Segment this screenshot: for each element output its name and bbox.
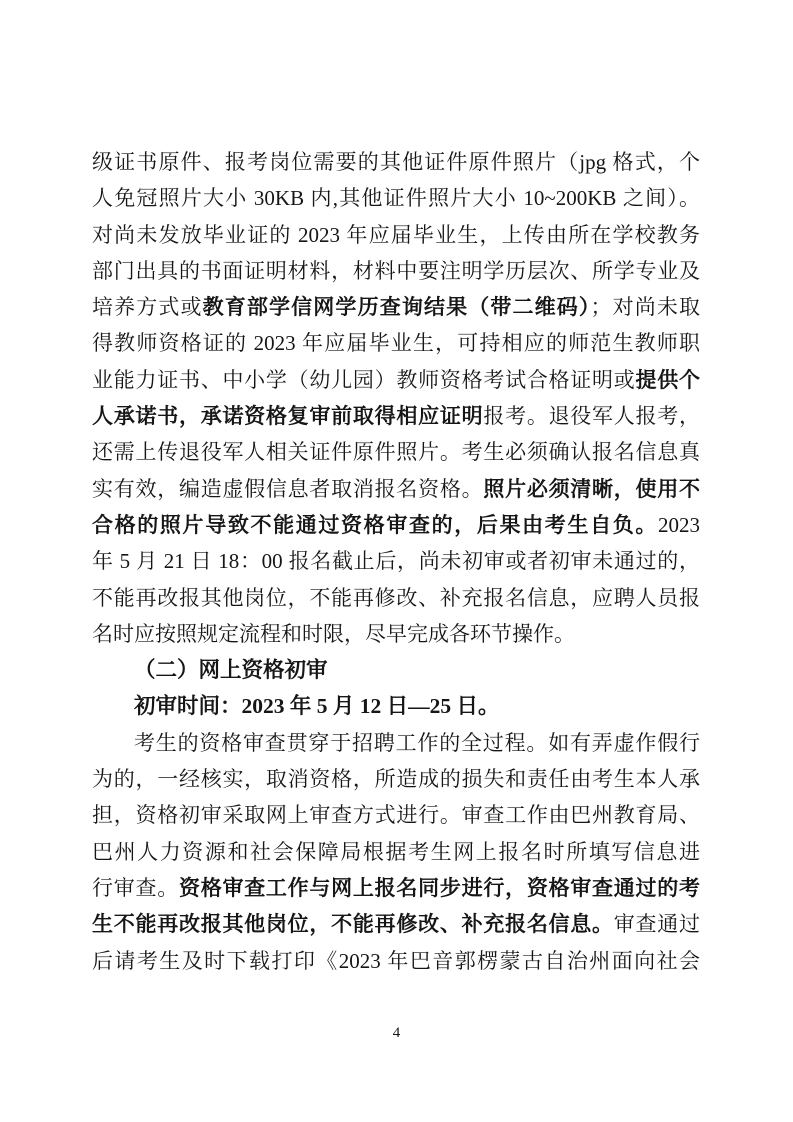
page-number: 4 xyxy=(392,1025,401,1041)
text-segment: 实有效，编造虚假信息者取消报名资格。 xyxy=(92,476,484,501)
text-segment: 部门出具的书面证明材料，材料中要注明学历层次、所学专业及 xyxy=(92,258,700,283)
text-line xyxy=(92,761,700,797)
text-line xyxy=(92,217,700,253)
text-line xyxy=(92,870,700,906)
bold-text-segment: 生不能再改报其他岗位，不能再修改、补充报名信息。 xyxy=(92,912,614,937)
text-segment: 得教师资格证的 2023 年应届毕业生，可持相应的师范生教师职 xyxy=(92,331,700,356)
review-time-line xyxy=(92,688,700,724)
section-heading xyxy=(92,652,700,688)
text-line xyxy=(92,834,700,870)
text-segment: 人免冠照片大小 30KB 内,其他证件照片大小 10~200KB 之间）。 xyxy=(92,186,700,211)
text-line xyxy=(92,543,700,579)
heading-text: （二）网上资格初审 xyxy=(134,658,328,683)
text-line xyxy=(92,362,700,398)
text-line xyxy=(92,471,700,507)
text-segment: 为的，一经核实，取消资格，所造成的损失和责任由考生本人承 xyxy=(92,767,700,792)
text-segment: 对尚未发放毕业证的 2023 年应届毕业生，上传由所在学校教务 xyxy=(92,222,700,247)
text-line xyxy=(92,325,700,361)
text-line xyxy=(92,906,700,942)
text-line xyxy=(92,144,700,180)
text-segment: 培养方式或 xyxy=(92,295,203,320)
text-segment: 年 5 月 21 日 18：00 报名截止后，尚未初审或者初审未通过的， xyxy=(92,549,700,574)
document-body xyxy=(92,144,700,979)
text-segment: 业能力证书、中小学（幼儿园）教师资格考试合格证明或 xyxy=(92,367,636,392)
text-segment: 后请考生及时下载打印《2023 年巴音郭楞蒙古自治州面向社会 xyxy=(92,948,700,973)
text-line xyxy=(92,289,700,325)
text-segment: 报考。退役军人报考， xyxy=(483,404,701,429)
text-line xyxy=(92,507,700,543)
text-line xyxy=(92,398,700,434)
text-line xyxy=(92,797,700,833)
text-line xyxy=(92,253,700,289)
bold-text-segment: 资格审查工作与网上报名同步进行，资格审查通过的考 xyxy=(178,875,701,900)
text-segment: 级证书原件、报考岗位需要的其他证件原件照片（jpg 格式，个 xyxy=(92,150,700,174)
text-segment: 不能再改报其他岗位，不能再修改、补充报名信息，应聘人员报 xyxy=(92,585,700,610)
text-line xyxy=(92,180,700,216)
text-segment: 巴州人力资源和社会保障局根据考生网上报名时所填写信息进 xyxy=(92,839,700,864)
text-segment: ；对尚未取 xyxy=(590,295,701,320)
text-segment: 还需上传退役军人相关证件原件照片。考生必须确认报名信息真 xyxy=(92,440,700,465)
bold-text-segment: 照片必须清晰，使用不 xyxy=(483,476,701,501)
bold-text-segment: 提供个 xyxy=(635,367,701,392)
text-segment: 名时应按照规定流程和时限，尽早完成各环节操作。 xyxy=(92,621,575,646)
text-line xyxy=(92,616,700,652)
text-line xyxy=(92,725,700,761)
heading-text: 初审时间：2023 年 5 月 12 日—25 日。 xyxy=(134,694,500,719)
text-segment: 审查通过 xyxy=(613,912,701,937)
text-segment: 考生的资格审查贯穿于招聘工作的全过程。如有弄虚作假行 xyxy=(134,730,700,755)
text-segment: 行审查。 xyxy=(92,875,179,900)
text-segment: 2023 xyxy=(658,512,700,537)
text-line xyxy=(92,943,700,979)
text-segment: 担，资格初审采取网上审查方式进行。审查工作由巴州教育局、 xyxy=(92,803,700,828)
text-line xyxy=(92,434,700,470)
bold-text-segment: 人承诺书，承诺资格复审前取得相应证明 xyxy=(92,404,484,429)
text-line xyxy=(92,580,700,616)
bold-text-segment: 教育部学信网学历查询结果（带二维码） xyxy=(202,295,591,320)
bold-text-segment: 合格的照片导致不能通过资格审查的，后果由考生自负。 xyxy=(92,512,658,537)
